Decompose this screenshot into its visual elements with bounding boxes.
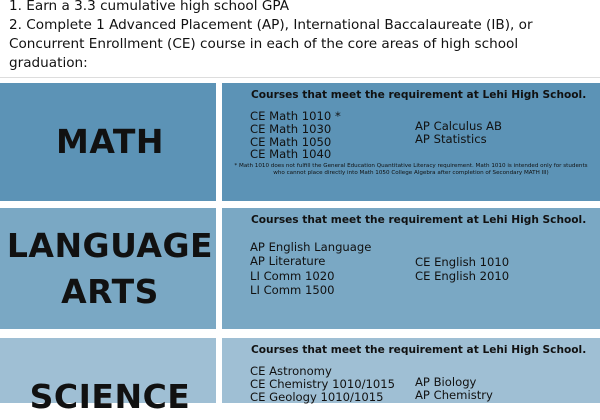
- requirement-course-line-3: graduation:: [9, 55, 88, 71]
- subject-heading: MATH: [56, 122, 164, 161]
- science-subject-block: [0, 338, 216, 416]
- language-arts-subject-block: [0, 208, 216, 329]
- course-item: AP Literature: [250, 254, 326, 269]
- course-item: CE Chemistry 1010/1015: [250, 377, 396, 392]
- course-item: AP English Language: [250, 240, 372, 254]
- math-footnote: * Math 1010 does not fulfill the General Education Quantitative Literacy requirement. Math 1010 is intended only for students who cannot place directly into Math 1050 College Algebra after completion of Secondary MATH III): [234, 163, 588, 177]
- science-right-courses: [415, 376, 493, 402]
- course-item: AP Chemistry: [415, 388, 493, 403]
- course-item: AP Statistics: [415, 131, 487, 146]
- course-item: CE Astronomy: [250, 364, 332, 378]
- requirement-course-line-2: Concurrent Enrollment (CE) course in each of the core areas of high school: [9, 36, 519, 52]
- math-subject-block: [0, 83, 216, 201]
- panel-title: Courses that meet the requirement at Lehi High School.: [251, 344, 587, 356]
- science-courses-panel: [222, 338, 600, 403]
- course-item: CE Geology 1010/1015: [250, 390, 384, 405]
- course-item: CE Math 1010 *: [250, 109, 341, 123]
- math-courses-panel: [222, 83, 600, 201]
- language-arts-right-courses: [415, 255, 509, 284]
- requirement-gpa: 1. Earn a 3.3 cumulative high school GPA: [9, 0, 289, 14]
- language-arts-courses-panel: [222, 208, 600, 329]
- panel-title: Courses that meet the requirement at Lehi High School.: [251, 89, 587, 101]
- course-item: CE English 1010: [415, 255, 510, 269]
- course-item: AP Calculus AB: [415, 119, 502, 133]
- math-section: [0, 83, 600, 201]
- math-left-courses: [250, 110, 341, 161]
- course-item: LI Comm 1500: [250, 283, 335, 298]
- panel-title: Courses that meet the requirement at Lehi High School.: [251, 214, 587, 226]
- language-arts-left-courses: [250, 240, 371, 298]
- language-arts-section: [0, 208, 600, 329]
- course-item: CE English 2010: [415, 269, 510, 284]
- course-item: LI Comm 1020: [250, 268, 335, 283]
- course-item: AP Biology: [415, 375, 477, 389]
- science-left-courses: [250, 365, 395, 405]
- requirements-intro: [0, 0, 600, 78]
- course-item: CE Math 1050: [250, 134, 332, 149]
- science-section: [0, 338, 600, 416]
- course-item: CE Math 1040: [250, 147, 332, 162]
- subject-heading: ARTS: [61, 271, 159, 311]
- requirement-course-line-1: 2. Complete 1 Advanced Placement (AP), International Baccalaureate (IB), or: [9, 17, 533, 33]
- course-item: CE Math 1030: [250, 121, 332, 136]
- subject-heading: LANGUAGE: [6, 225, 214, 265]
- subject-heading: SCIENCE: [29, 377, 191, 416]
- math-right-courses: [415, 120, 502, 146]
